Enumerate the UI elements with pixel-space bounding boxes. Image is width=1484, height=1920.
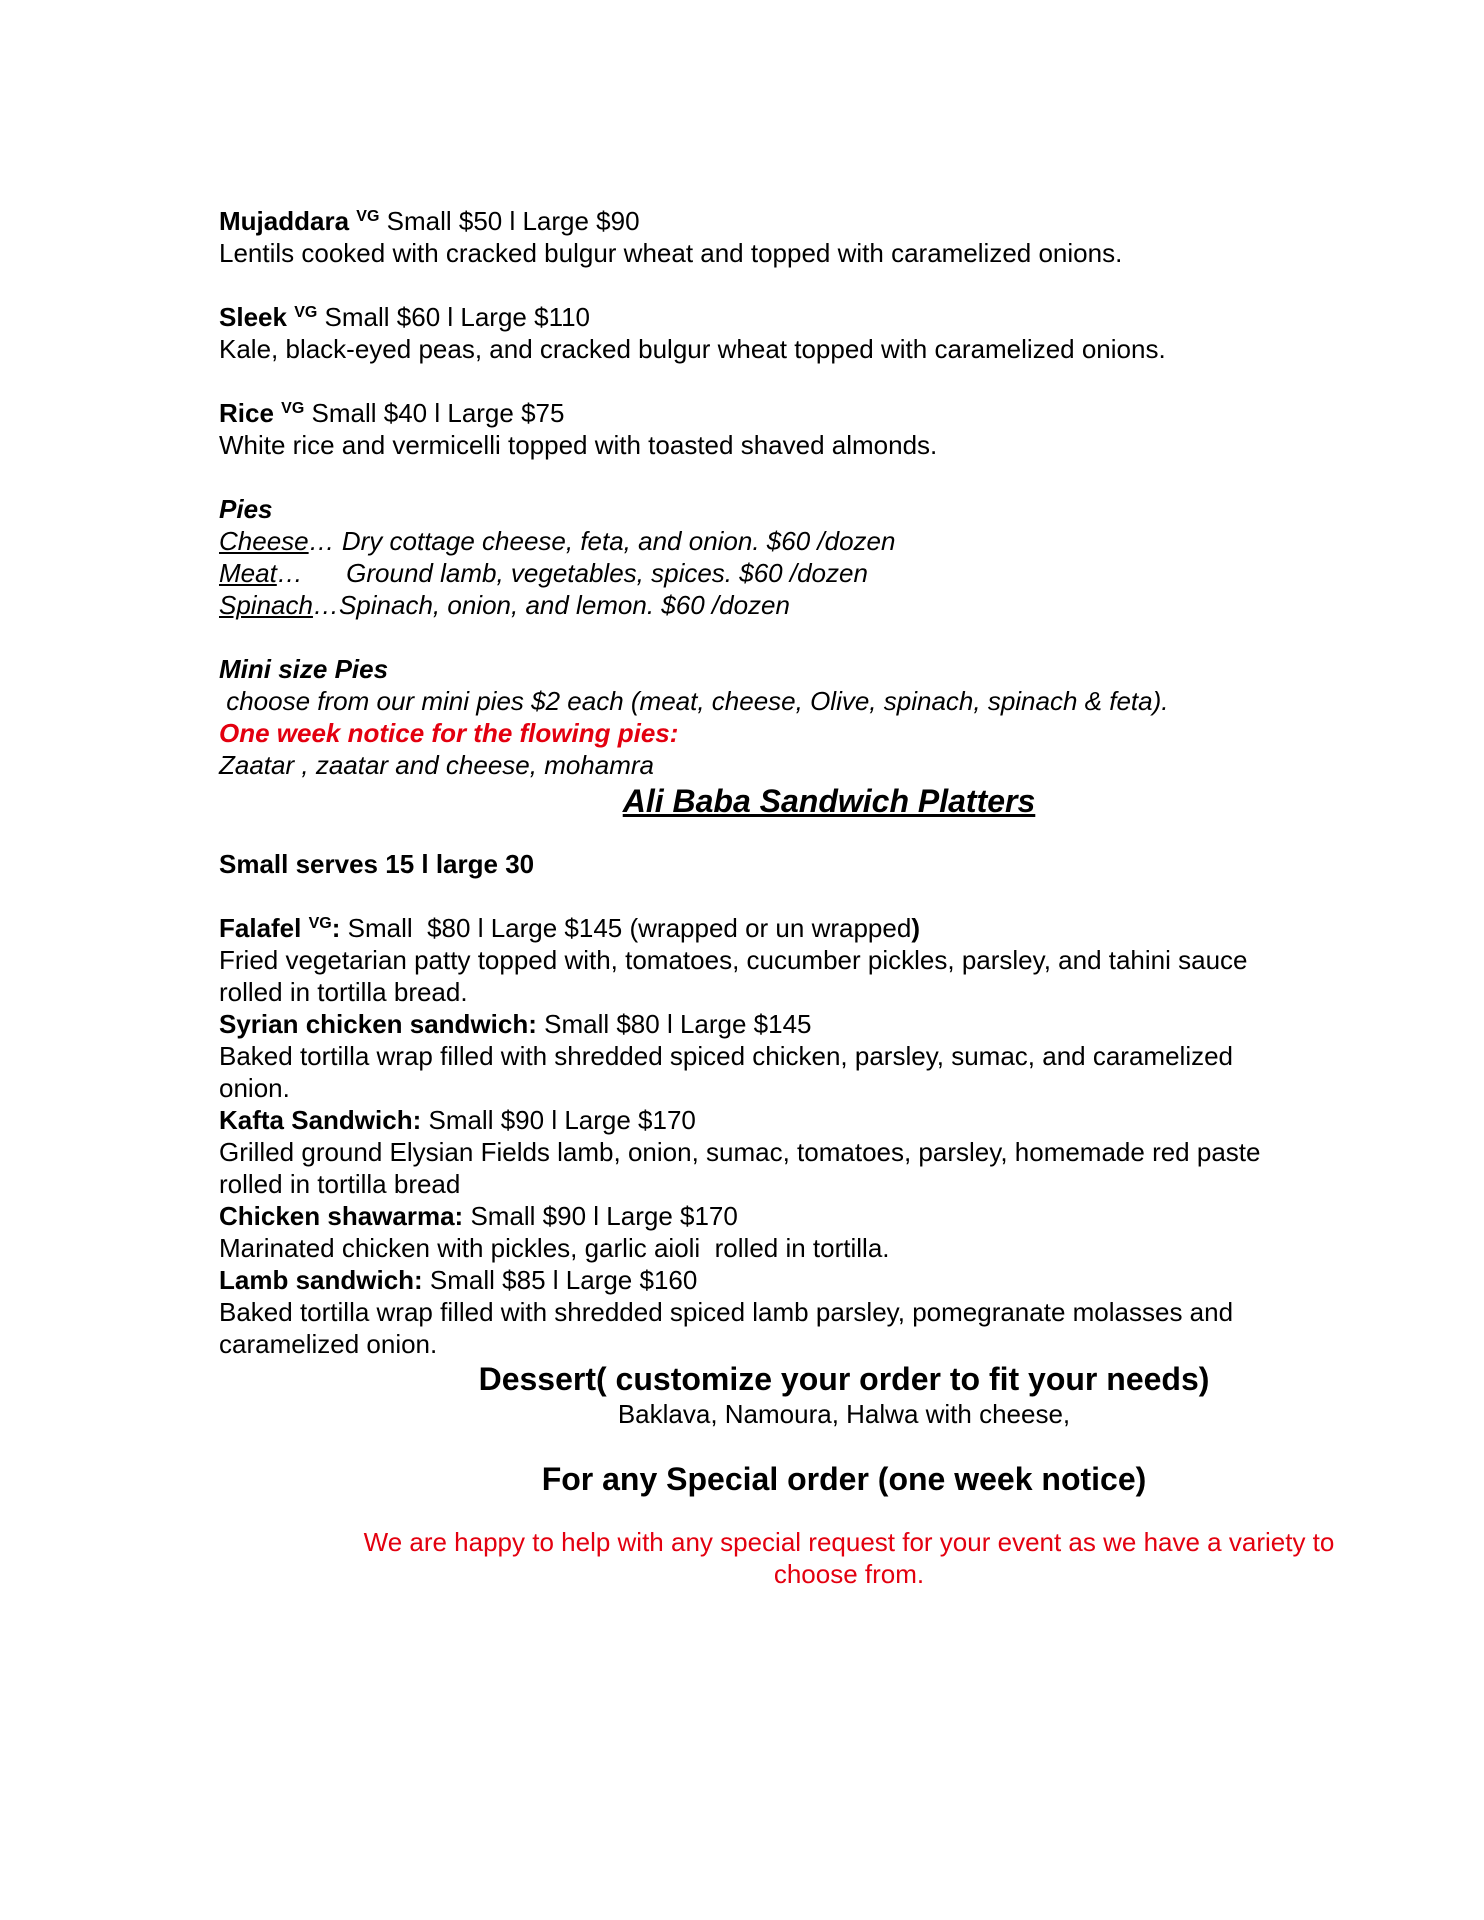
serves-info: Small serves 15 l large 30 [219,849,535,879]
item-price: Small $90 l Large $170 [463,1201,738,1231]
item-name: Sleek [219,302,287,332]
item-name: Lamb sandwich: [219,1265,423,1295]
mini-pies-notice: One week notice for the flowing pies: [219,718,679,748]
side-item-mujaddara [219,205,1319,237]
pie-description: Spinach, onion, and lemon. $60 /dozen [338,590,790,620]
pie-name: Spinach [219,590,313,620]
pie-name: Meat [219,558,277,588]
mini-pies-description: choose from our mini pies $2 each (meat, cheese, Olive, spinach, spinach & feta). [219,686,1169,716]
side-item-sleek [219,301,1319,333]
item-price: Small $80 l Large $145 [536,1009,812,1039]
item-name: Syrian chicken sandwich: [219,1009,537,1039]
special-order-heading: For any Special order (one week notice) [541,1461,1147,1497]
item-description: Fried vegetarian patty topped with, tomatoes, cucumber pickles, parsley, and tahini sauce rolled in tortilla bread. [219,945,1248,1007]
pie-description: Dry cottage cheese, feta, and onion. $60 /dozen [341,526,896,556]
item-price: Small $50 l Large $90 [386,206,640,236]
pie-item-spinach: Spinach…Spinach, onion, and lemon. $60 /dozen [219,590,790,620]
special-order-note: We are happy to help with any special request for your event as we have a variety to choose from. [363,1527,1335,1589]
dessert-items: Baklava, Namoura, Halwa with cheese, [617,1399,1071,1429]
dessert-heading: Dessert( customize your order to fit your needs) [478,1361,1210,1397]
vegan-tag: VG [294,304,318,321]
sandwich-item-falafel: Falafel $^{VG}$: Small $80 l Large $145 (wrapped or un wrapped) [219,913,920,943]
item-description: Baked tortilla wrap filled with shredded spiced chicken, parsley, sumac, and caramelized onion. [219,1041,1234,1103]
item-price: Small $85 l Large $160 [422,1265,698,1295]
menu-page [219,205,1335,1590]
item-price: Small $60 l Large $110 [324,302,591,332]
item-name: Kafta Sandwich: [219,1105,422,1135]
item-name: Rice [219,398,274,428]
item-name: Falafel [219,913,302,943]
sandwich-item-syrian-chicken [219,1008,1319,1040]
vegan-tag: VG [356,208,380,225]
sandwich-platters-title: Ali Baba Sandwich Platters [622,783,1036,819]
item-description: Kale, black-eyed peas, and cracked bulgur wheat topped with caramelized onions. [219,334,1166,364]
item-description: Lentils cooked with cracked bulgur wheat and topped with caramelized onions. [219,238,1123,268]
mini-pies-heading: Mini size Pies [219,654,389,684]
pie-item-meat: Meat… Ground lamb, vegetables, spices. $60 /dozen [219,558,868,588]
side-item-rice [219,397,1319,429]
sandwich-item-lamb [219,1264,1319,1296]
item-price: Small $40 l Large $75 [311,398,565,428]
item-price: Small $90 l Large $170 [421,1105,696,1135]
pie-name: Cheese [219,526,309,556]
vegan-tag: VG [281,400,305,417]
vegan-tag: VG [308,915,332,932]
pie-item-cheese: Cheese… Dry cottage cheese, feta, and onion. $60 /dozen [219,526,896,556]
pie-description: Ground lamb, vegetables, spices. $60 /dozen [346,558,868,588]
item-description: Grilled ground Elysian Fields lamb, onion, sumac, tomatoes, parsley, homemade red paste rolled in tortilla bread [219,1137,1261,1199]
item-name: Mujaddara [219,206,350,236]
item-description: Marinated chicken with pickles, garlic aioli rolled in tortilla. [219,1233,890,1263]
item-price: Small $80 l Large $145 (wrapped or un wrapped [340,913,912,943]
sandwich-item-kafta [219,1104,1319,1136]
mini-pies-list: Zaatar , zaatar and cheese, mohamra [219,750,655,780]
item-name: Chicken shawarma: [219,1201,464,1231]
item-description: White rice and vermicelli topped with toasted shaved almonds. [219,430,938,460]
sandwich-item-chicken-shawarma [219,1200,1319,1232]
pies-heading: Pies [219,494,273,524]
item-description: Baked tortilla wrap filled with shredded spiced lamb parsley, pomegranate molasses and caramelized onion. [219,1297,1234,1359]
